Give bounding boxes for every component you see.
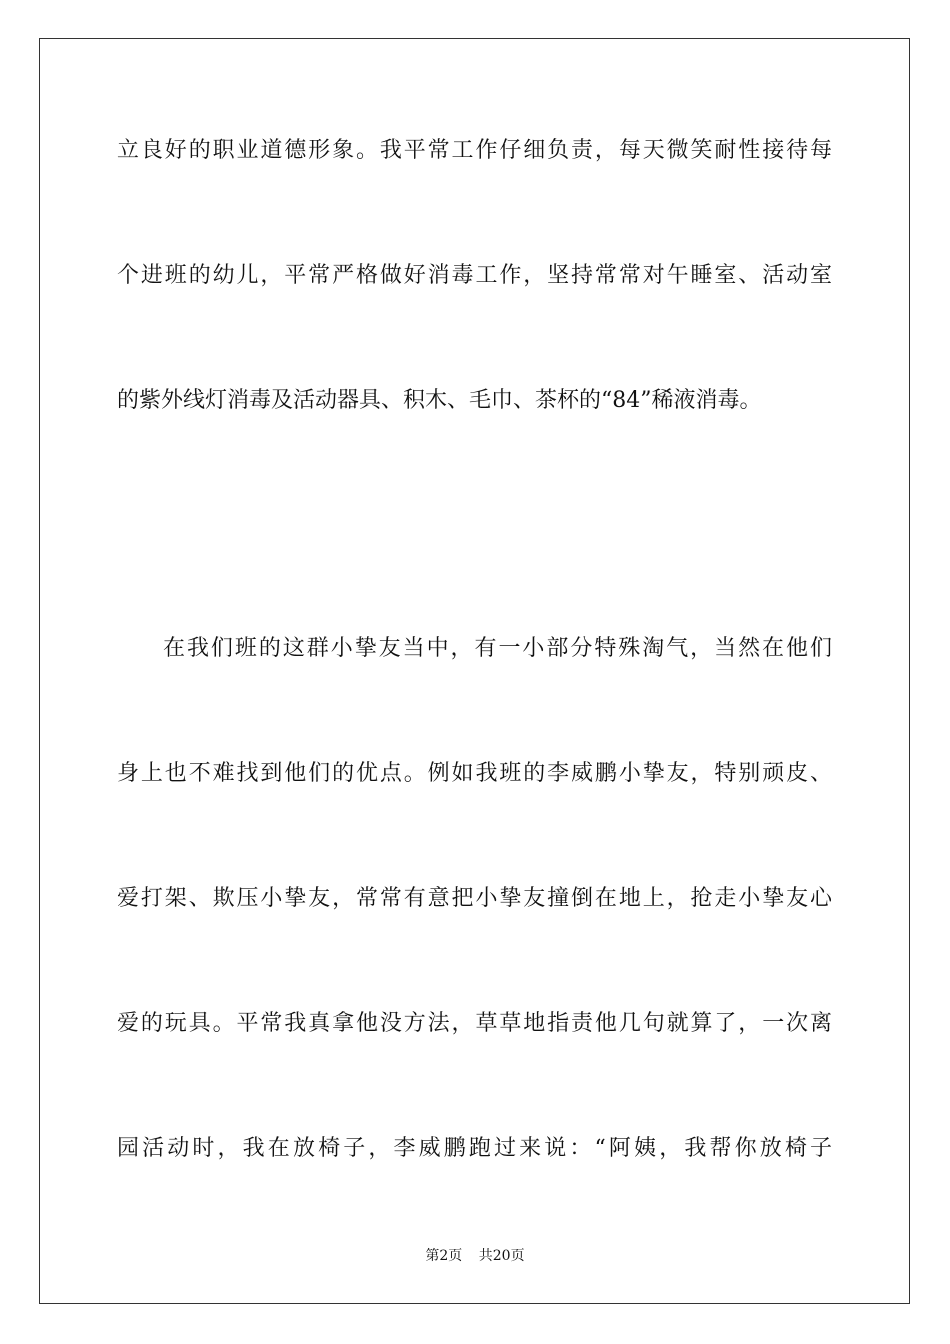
- paragraph-line: 个进班的幼儿，平常严格做好消毒工作，坚持常常对午睡室、活动室: [117, 263, 832, 288]
- page-footer: [0, 1247, 950, 1265]
- page-border: [39, 38, 910, 1304]
- paragraph-line: 园活动时，我在放椅子，李威鹏跑过来说：“阿姨，我帮你放椅子: [117, 1136, 832, 1161]
- page-number: 第2页: [425, 1248, 463, 1264]
- paragraph-line: 的紫外线灯消毒及活动器具、积木、毛巾、茶杯的“84”稀液消毒。: [117, 388, 762, 413]
- paragraph-line: 身上也不难找到他们的优点。例如我班的李威鹏小挚友，特别顽皮、: [117, 761, 832, 786]
- paragraph-line: 爱打架、欺压小挚友，常常有意把小挚友撞倒在地上，抢走小挚友心: [117, 886, 832, 911]
- paragraph-line: 爱的玩具。平常我真拿他没方法，草草地指责他几句就算了，一次离: [117, 1011, 832, 1036]
- paragraph-line: 立良好的职业道德形象。我平常工作仔细负责，每天微笑耐性接待每: [117, 138, 832, 163]
- paragraph-line: 在我们班的这群小挚友当中，有一小部分特殊淘气，当然在他们: [163, 636, 832, 661]
- page-total: 共20页: [478, 1248, 525, 1264]
